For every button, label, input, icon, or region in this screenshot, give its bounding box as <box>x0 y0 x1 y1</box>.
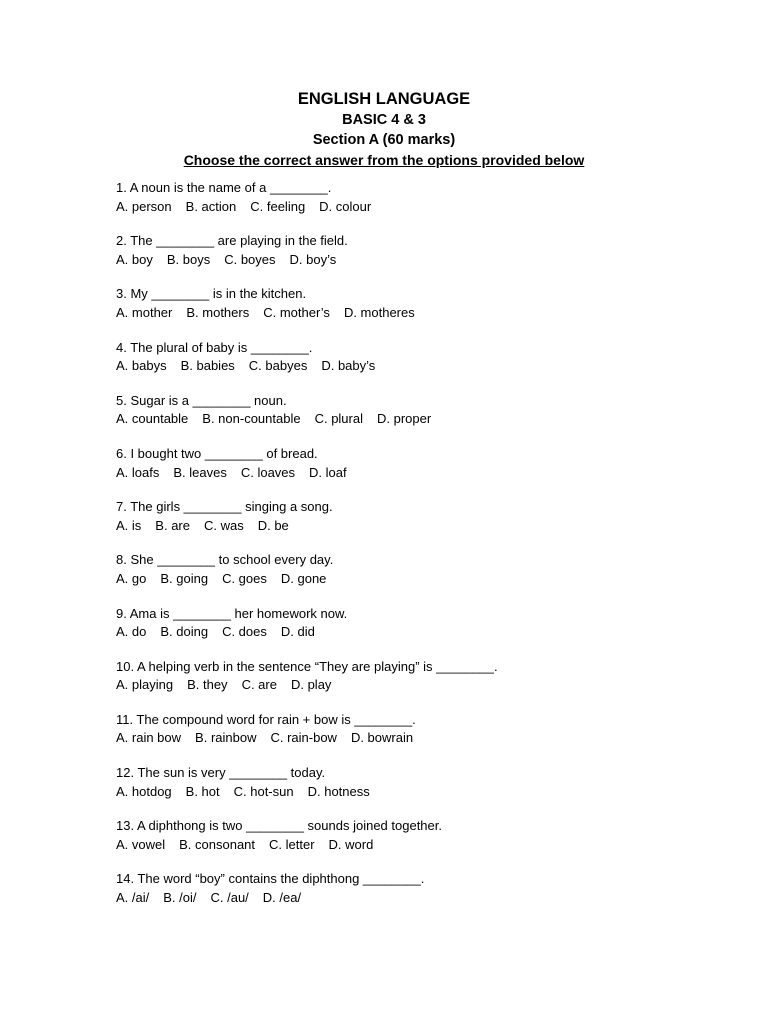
answer-option: D. /ea/ <box>262 890 302 906</box>
answer-options <box>116 676 716 695</box>
answer-option: A. loafs <box>116 464 160 480</box>
answer-option: A. /ai/ <box>116 890 150 906</box>
answer-option: B. babies <box>180 358 235 374</box>
exam-header <box>0 88 768 170</box>
question-text: 6. I bought two ________ of bread. <box>116 445 318 461</box>
answer-options <box>116 729 716 748</box>
answer-option: A. is <box>116 517 142 533</box>
answer-option: C. are <box>241 677 277 693</box>
answer-option: A. person <box>116 198 172 214</box>
question-item <box>116 445 716 482</box>
question-text: 11. The compound word for rain + bow is ________. <box>116 711 416 727</box>
answer-options <box>116 570 716 589</box>
answer-option: D. proper <box>377 411 432 427</box>
instructions: Choose the correct answer from the options provided below <box>183 152 585 168</box>
question-text: 4. The plural of baby is ________. <box>116 339 313 355</box>
answer-option: A. boy <box>116 251 153 267</box>
answer-option: D. gone <box>280 570 327 586</box>
answer-options <box>116 357 716 376</box>
answer-option: B. rainbow <box>195 730 257 746</box>
answer-option: B. action <box>185 198 237 214</box>
answer-option: B. hot <box>185 783 220 799</box>
answer-option: C. /au/ <box>210 890 249 906</box>
exam-level: BASIC 4 & 3 <box>342 112 426 128</box>
exam-title: ENGLISH LANGUAGE <box>297 90 471 108</box>
question-item <box>116 498 716 535</box>
question-text: 8. She ________ to school every day. <box>116 552 334 568</box>
answer-option: A. countable <box>116 411 189 427</box>
question-text: 7. The girls ________ singing a song. <box>116 499 333 515</box>
answer-options <box>116 304 716 323</box>
answer-option: D. motheres <box>343 304 415 320</box>
answer-options <box>116 251 716 270</box>
answer-options <box>116 410 716 429</box>
answer-option: A. rain bow <box>116 730 182 746</box>
question-item <box>116 179 716 216</box>
answer-option: A. hotdog <box>116 783 172 799</box>
answer-option: B. going <box>160 570 209 586</box>
answer-option: B. leaves <box>173 464 227 480</box>
question-text: 14. The word “boy” contains the diphthong ________. <box>116 871 425 887</box>
question-item <box>116 817 716 854</box>
answer-option: B. doing <box>160 624 209 640</box>
answer-option: A. go <box>116 570 147 586</box>
answer-options <box>116 836 716 855</box>
answer-option: D. colour <box>319 198 372 214</box>
answer-option: C. loaves <box>240 464 296 480</box>
answer-option: B. they <box>187 677 228 693</box>
question-text: 12. The sun is very ________ today. <box>116 765 326 781</box>
answer-option: D. word <box>328 836 374 852</box>
question-text: 10. A helping verb in the sentence “They are playing” is ________. <box>116 658 498 674</box>
answer-options <box>116 464 716 483</box>
answer-options <box>116 783 716 802</box>
question-item <box>116 285 716 322</box>
answer-option: D. be <box>257 517 289 533</box>
answer-option: B. non-countable <box>202 411 301 427</box>
answer-option: A. vowel <box>116 836 166 852</box>
answer-option: D. baby’s <box>321 358 376 374</box>
answer-option: C. was <box>203 517 244 533</box>
answer-option: B. /oi/ <box>163 890 197 906</box>
answer-options <box>116 623 716 642</box>
answer-options <box>116 198 716 217</box>
answer-option: D. play <box>290 677 332 693</box>
answer-option: A. mother <box>116 304 173 320</box>
answer-options <box>116 517 716 536</box>
question-item <box>116 339 716 376</box>
answer-option: C. goes <box>222 570 267 586</box>
question-text: 13. A diphthong is two ________ sounds joined together. <box>116 818 442 834</box>
question-item <box>116 658 716 695</box>
question-list <box>116 179 716 924</box>
answer-option: C. letter <box>269 836 315 852</box>
answer-option: C. does <box>222 624 267 640</box>
answer-option: B. consonant <box>179 836 256 852</box>
answer-option: C. boyes <box>224 251 276 267</box>
question-item <box>116 870 716 907</box>
answer-option: C. feeling <box>250 198 306 214</box>
question-text: 9. Ama is ________ her homework now. <box>116 605 348 621</box>
answer-option: C. mother’s <box>263 304 330 320</box>
answer-option: B. boys <box>166 251 211 267</box>
answer-options <box>116 889 716 908</box>
answer-option: D. did <box>280 624 315 640</box>
answer-option: A. do <box>116 624 147 640</box>
answer-option: A. babys <box>116 358 167 374</box>
answer-option: C. plural <box>314 411 363 427</box>
question-item <box>116 764 716 801</box>
question-text: 2. The ________ are playing in the field. <box>116 233 348 249</box>
answer-option: C. babyes <box>248 358 308 374</box>
answer-option: A. playing <box>116 677 174 693</box>
answer-option: D. loaf <box>309 464 347 480</box>
answer-option: D. hotness <box>307 783 370 799</box>
question-text: 1. A noun is the name of a ________. <box>116 180 332 195</box>
answer-option: B. mothers <box>186 304 250 320</box>
section-heading: Section A (60 marks) <box>312 132 456 148</box>
question-item <box>116 232 716 269</box>
answer-option: D. bowrain <box>350 730 414 746</box>
question-item <box>116 551 716 588</box>
answer-option: D. boy’s <box>289 251 337 267</box>
question-text: 5. Sugar is a ________ noun. <box>116 392 287 408</box>
answer-option: C. rain-bow <box>270 730 337 746</box>
answer-option: C. hot-sun <box>233 783 294 799</box>
question-text: 3. My ________ is in the kitchen. <box>116 286 307 302</box>
question-item <box>116 392 716 429</box>
question-item <box>116 711 716 748</box>
question-item <box>116 605 716 642</box>
answer-option: B. are <box>155 517 190 533</box>
